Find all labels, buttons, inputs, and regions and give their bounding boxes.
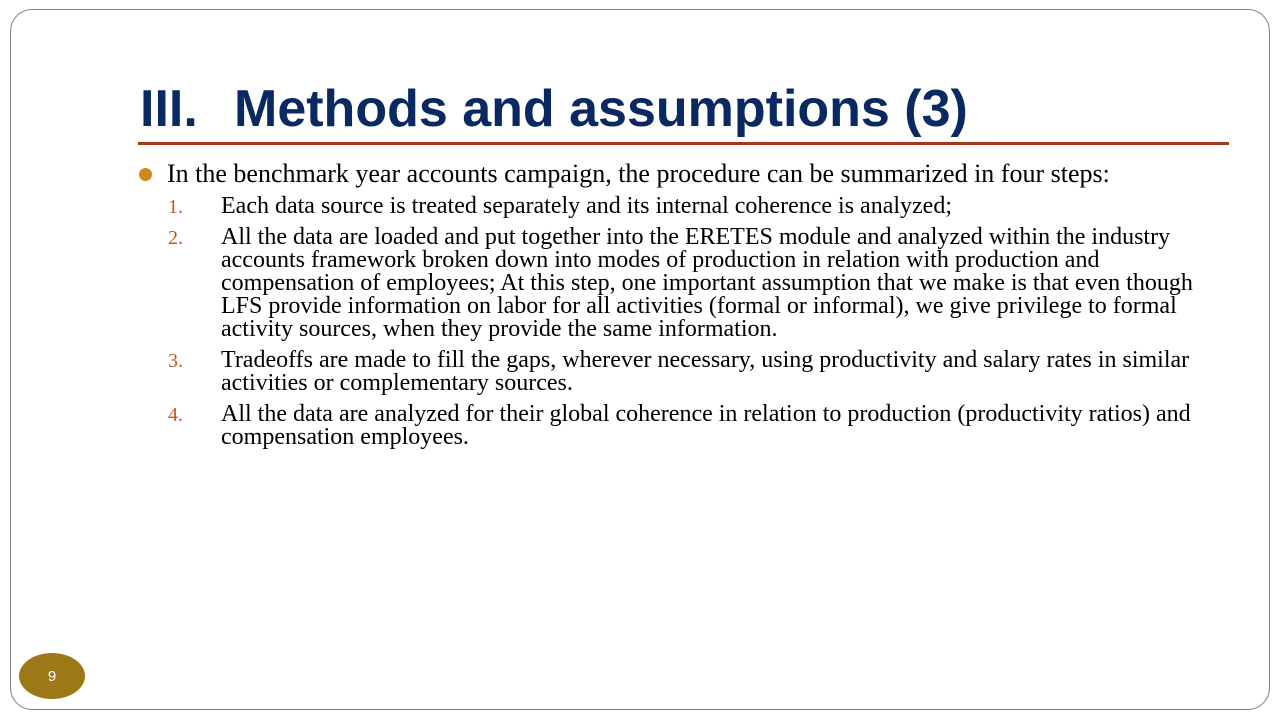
step-text: Each data source is treated separately and its internal coherence is analyzed; (221, 193, 952, 219)
step-item (137, 226, 1227, 341)
bullet-dot-icon (139, 168, 152, 181)
main-bullet (137, 161, 1227, 187)
title-text: Methods and assumptions (3) (234, 80, 968, 138)
step-item (137, 403, 1227, 449)
step-number: 1. (168, 196, 183, 218)
title-underline (138, 142, 1229, 145)
page-number: 9 (47, 667, 57, 685)
step-number: 3. (168, 350, 183, 372)
step-text: Tradeoffs are made to fill the gaps, wherever necessary, using productivity and salary rates in similar activities or complementary sources. (221, 347, 1190, 396)
title-area (140, 76, 1230, 142)
step-item (137, 349, 1227, 395)
step-text: All the data are loaded and put together into the ERETES module and analyzed within the industry accounts framework broken down into modes of production in relation with production and compensation of employees; At this step, one important assumption that we make is that even though LFS provide information on labor for all activities (formal or informal), we give privilege to formal activity sources, when they provide the same information. (221, 224, 1193, 342)
steps-list (137, 195, 1227, 449)
step-number: 4. (168, 404, 183, 426)
step-item (137, 195, 1227, 218)
step-number: 2. (168, 227, 183, 249)
page-number-badge (19, 653, 85, 699)
title-number: III. (140, 80, 198, 138)
slide-content (137, 161, 1227, 457)
main-bullet-text: In the benchmark year accounts campaign, the procedure can be summarized in four steps: (167, 159, 1110, 188)
slide-title (140, 76, 1230, 142)
step-text: All the data are analyzed for their global coherence in relation to production (productivity ratios) and compensation employees. (221, 401, 1191, 450)
